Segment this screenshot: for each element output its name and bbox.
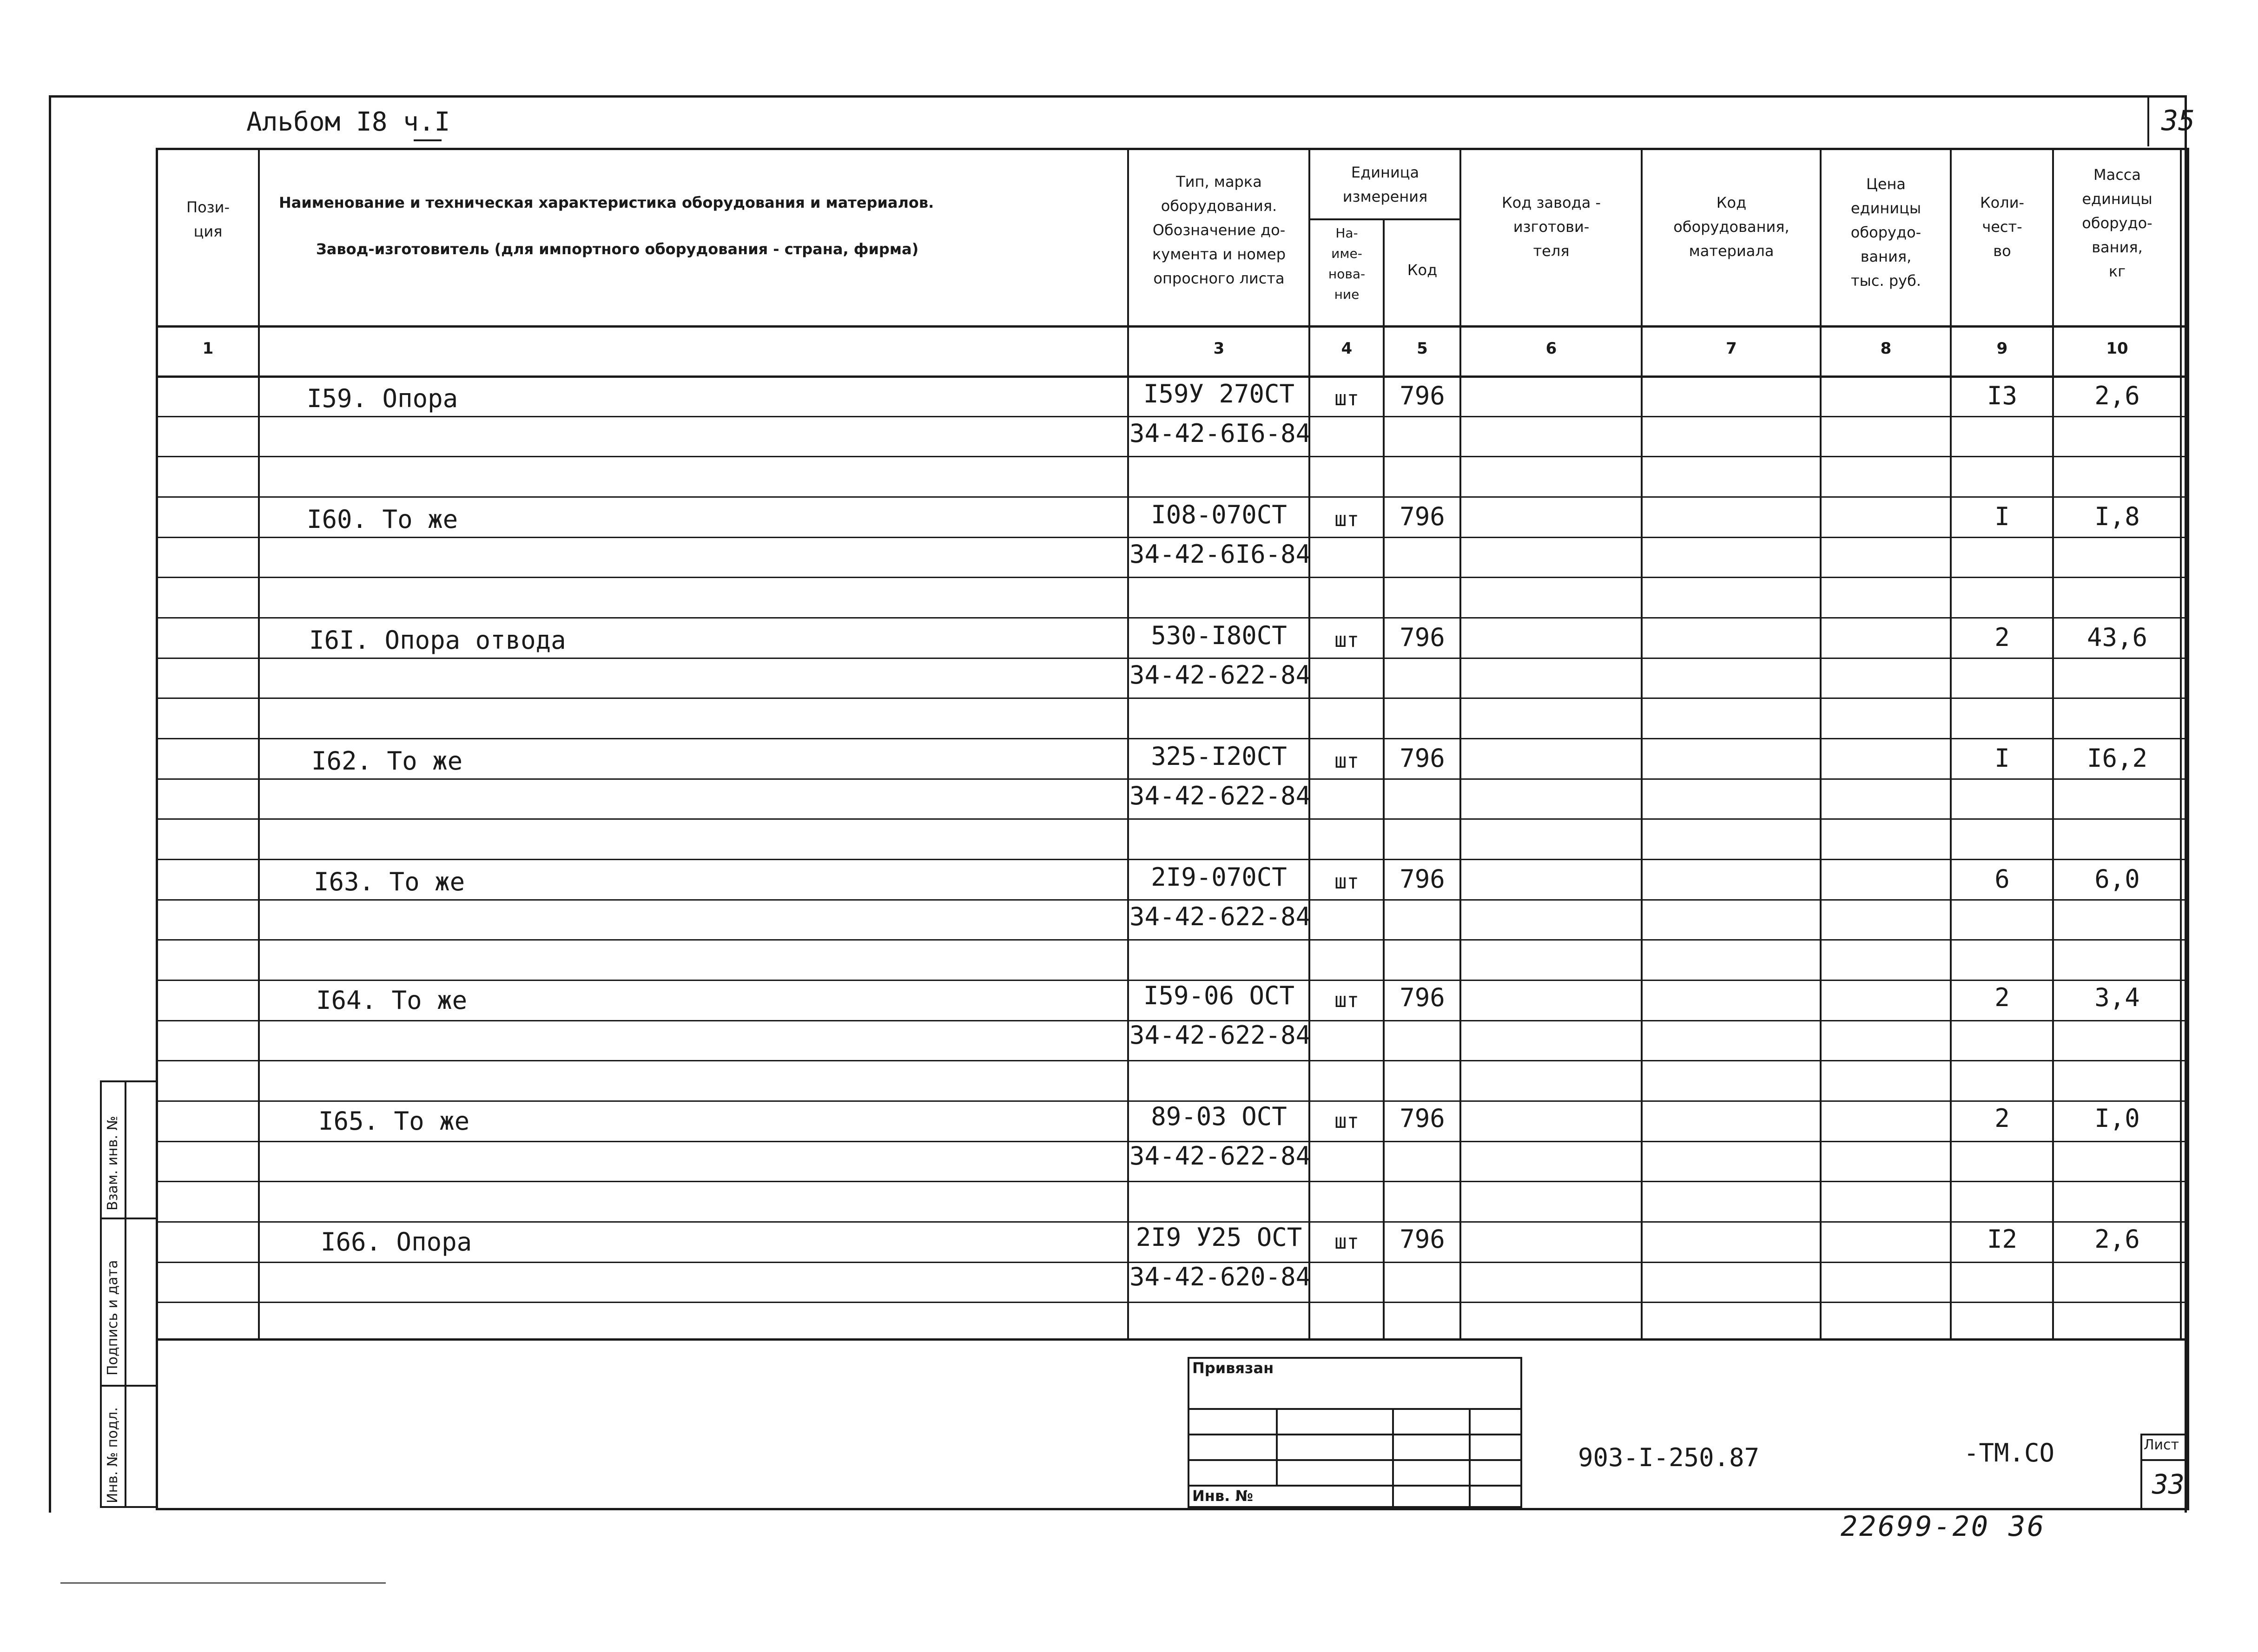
- item-code: 796: [1400, 744, 1445, 773]
- privyazan-col-1: [1276, 1408, 1278, 1485]
- item-doc: 34-42-622-84: [1129, 1141, 1311, 1171]
- item-code: 796: [1400, 623, 1445, 652]
- item-type: 325-I20СТ: [1151, 742, 1287, 771]
- privyazan-col-3: [1469, 1408, 1471, 1508]
- row-line: [156, 818, 2189, 820]
- side-label-vzam: Взам. инв. №: [105, 1116, 121, 1211]
- row-line: [156, 577, 2189, 578]
- item-type: 2I9 У25 ОСТ: [1136, 1223, 1302, 1252]
- sheet-box-divider: [2140, 1459, 2189, 1461]
- colnum-5: 5: [1417, 339, 1428, 358]
- item-type: 2I9-070СТ: [1151, 862, 1287, 892]
- document-designation: 903-I-250.87: [1578, 1443, 1760, 1472]
- item-unit: шт: [1334, 628, 1359, 652]
- row-line: [156, 1181, 2189, 1182]
- header-unit-price: Цена единицы оборудо- вания, тыс. руб.: [1850, 175, 1921, 290]
- header-factory-code: Код завода - изготови- теля: [1501, 194, 1601, 260]
- colnum-7: 7: [1726, 339, 1737, 358]
- item-code: 796: [1400, 864, 1445, 894]
- item-unit: шт: [1334, 507, 1359, 531]
- header-position: Пози- ция: [186, 198, 230, 240]
- header-quantity: Коли- чест- во: [1980, 194, 2025, 260]
- table-bottom-line: [156, 1338, 2189, 1341]
- item-mass: 43,6: [2086, 623, 2148, 652]
- item-doc: 34-42-620-84: [1129, 1262, 1311, 1291]
- item-unit: шт: [1334, 1230, 1359, 1254]
- row-line: [156, 698, 2189, 699]
- item-doc: 34-42-622-84: [1129, 902, 1311, 931]
- side-label-inv-podl: Инв. № подл.: [105, 1407, 121, 1503]
- colnum-6: 6: [1545, 339, 1557, 358]
- item-code: 796: [1400, 502, 1445, 531]
- row-line: [156, 456, 2189, 457]
- privyazan-line-2: [1188, 1434, 1522, 1435]
- header-unit-name: На- име- нова- ние: [1328, 225, 1366, 302]
- colnum-1: 1: [202, 339, 214, 358]
- item-mass: I,0: [2094, 1104, 2140, 1133]
- item-name: I62. То же: [311, 746, 463, 776]
- scan-cut-line: [60, 1582, 386, 1584]
- album-underline: [414, 139, 442, 141]
- header-unit: Единица измерения: [1342, 164, 1428, 205]
- privyazan-line-1: [1188, 1408, 1522, 1410]
- item-qty: I2: [1987, 1224, 2018, 1254]
- row-line: [156, 1302, 2189, 1303]
- header-name-line1: Наименование и техническая характеристика оборудования и материалов.: [279, 194, 934, 211]
- header-unit-code: Код: [1407, 261, 1438, 279]
- side-divider-2: [100, 1385, 158, 1387]
- item-unit: шт: [1334, 387, 1359, 410]
- item-unit: шт: [1334, 988, 1359, 1012]
- document-suffix: -ТМ.СО: [1964, 1438, 2055, 1468]
- row-line: [156, 1060, 2189, 1061]
- colnum-10: 10: [2106, 339, 2128, 358]
- item-name: I6I. Опора отвода: [309, 625, 566, 655]
- item-qty: 2: [1994, 1104, 2010, 1133]
- item-name: I60. То же: [307, 505, 458, 534]
- row-line: [156, 939, 2189, 941]
- item-type: 530-I80СТ: [1151, 621, 1287, 650]
- item-doc: 34-42-622-84: [1129, 1020, 1311, 1050]
- item-mass: 2,6: [2094, 1224, 2140, 1254]
- item-mass: I6,2: [2086, 744, 2148, 773]
- item-qty: 6: [1994, 864, 2010, 894]
- header-equipment-code: Код оборудования, материала: [1673, 194, 1789, 260]
- item-qty: 2: [1994, 623, 2010, 652]
- unit-subheader-line: [1308, 218, 1459, 220]
- item-doc: 34-42-6I6-84: [1129, 419, 1311, 448]
- side-label-podpis: Подпись и дата: [105, 1260, 121, 1376]
- colnum-3: 3: [1213, 339, 1225, 358]
- item-code: 796: [1400, 1224, 1445, 1254]
- side-divider-v: [125, 1080, 126, 1508]
- item-code: 796: [1400, 983, 1445, 1012]
- item-mass: 3,4: [2094, 983, 2140, 1012]
- side-divider-1: [100, 1218, 158, 1219]
- item-name: I64. То же: [316, 986, 468, 1015]
- item-qty: I: [1994, 502, 2010, 531]
- item-qty: I: [1994, 744, 2010, 773]
- item-unit: шт: [1334, 1109, 1359, 1133]
- colnum-9: 9: [1996, 339, 2008, 358]
- header-type-mark: Тип, марка оборудования. Обозначение до- кумента и номер опросного листа: [1152, 173, 1286, 287]
- item-unit: шт: [1334, 749, 1359, 773]
- corner-page-number: 35: [2161, 105, 2195, 137]
- sheet-label: Лист: [2144, 1437, 2179, 1453]
- item-qty: 2: [1994, 983, 2010, 1012]
- item-name: I66. Опора: [321, 1227, 472, 1257]
- privyazan-line-3: [1188, 1459, 1522, 1461]
- album-label: Альбом I8 ч.I: [246, 107, 450, 137]
- item-type: I59У 270СТ: [1143, 379, 1295, 408]
- item-code: 796: [1400, 381, 1445, 410]
- privyazan-line-4: [1188, 1485, 1522, 1487]
- header-bottom-line: [156, 325, 2189, 328]
- inv-no-label: Инв. №: [1192, 1487, 1253, 1505]
- item-unit: шт: [1334, 870, 1359, 894]
- item-type: I59-06 ОСТ: [1143, 981, 1295, 1010]
- privyazan-col-2: [1392, 1408, 1394, 1508]
- item-type: I08-070СТ: [1151, 500, 1287, 529]
- item-name: I63. То же: [314, 867, 465, 896]
- item-type: 89-03 ОСТ: [1151, 1102, 1287, 1131]
- header-unit-mass: Масса единицы оборудо- вания, кг: [2082, 166, 2152, 280]
- item-doc: 34-42-622-84: [1129, 660, 1311, 690]
- header-name-line2: Завод-изготовитель (для импортного оборудования - страна, фирма): [316, 240, 919, 258]
- corner-divider: [2147, 95, 2149, 146]
- privyazan-label: Привязан: [1192, 1359, 1274, 1377]
- archive-number: 22699-20 36: [1841, 1510, 2046, 1543]
- item-mass: 2,6: [2094, 381, 2140, 410]
- item-name: I59. Опора: [307, 384, 458, 413]
- colnum-8: 8: [1880, 339, 1892, 358]
- item-mass: I,8: [2094, 502, 2140, 531]
- item-doc: 34-42-6I6-84: [1129, 540, 1311, 569]
- item-doc: 34-42-622-84: [1129, 781, 1311, 810]
- item-mass: 6,0: [2094, 864, 2140, 894]
- sheet-number: 33: [2152, 1468, 2185, 1500]
- item-name: I65. То же: [318, 1106, 470, 1136]
- item-code: 796: [1400, 1104, 1445, 1133]
- colnum-4: 4: [1341, 339, 1353, 358]
- item-qty: I3: [1987, 381, 2018, 410]
